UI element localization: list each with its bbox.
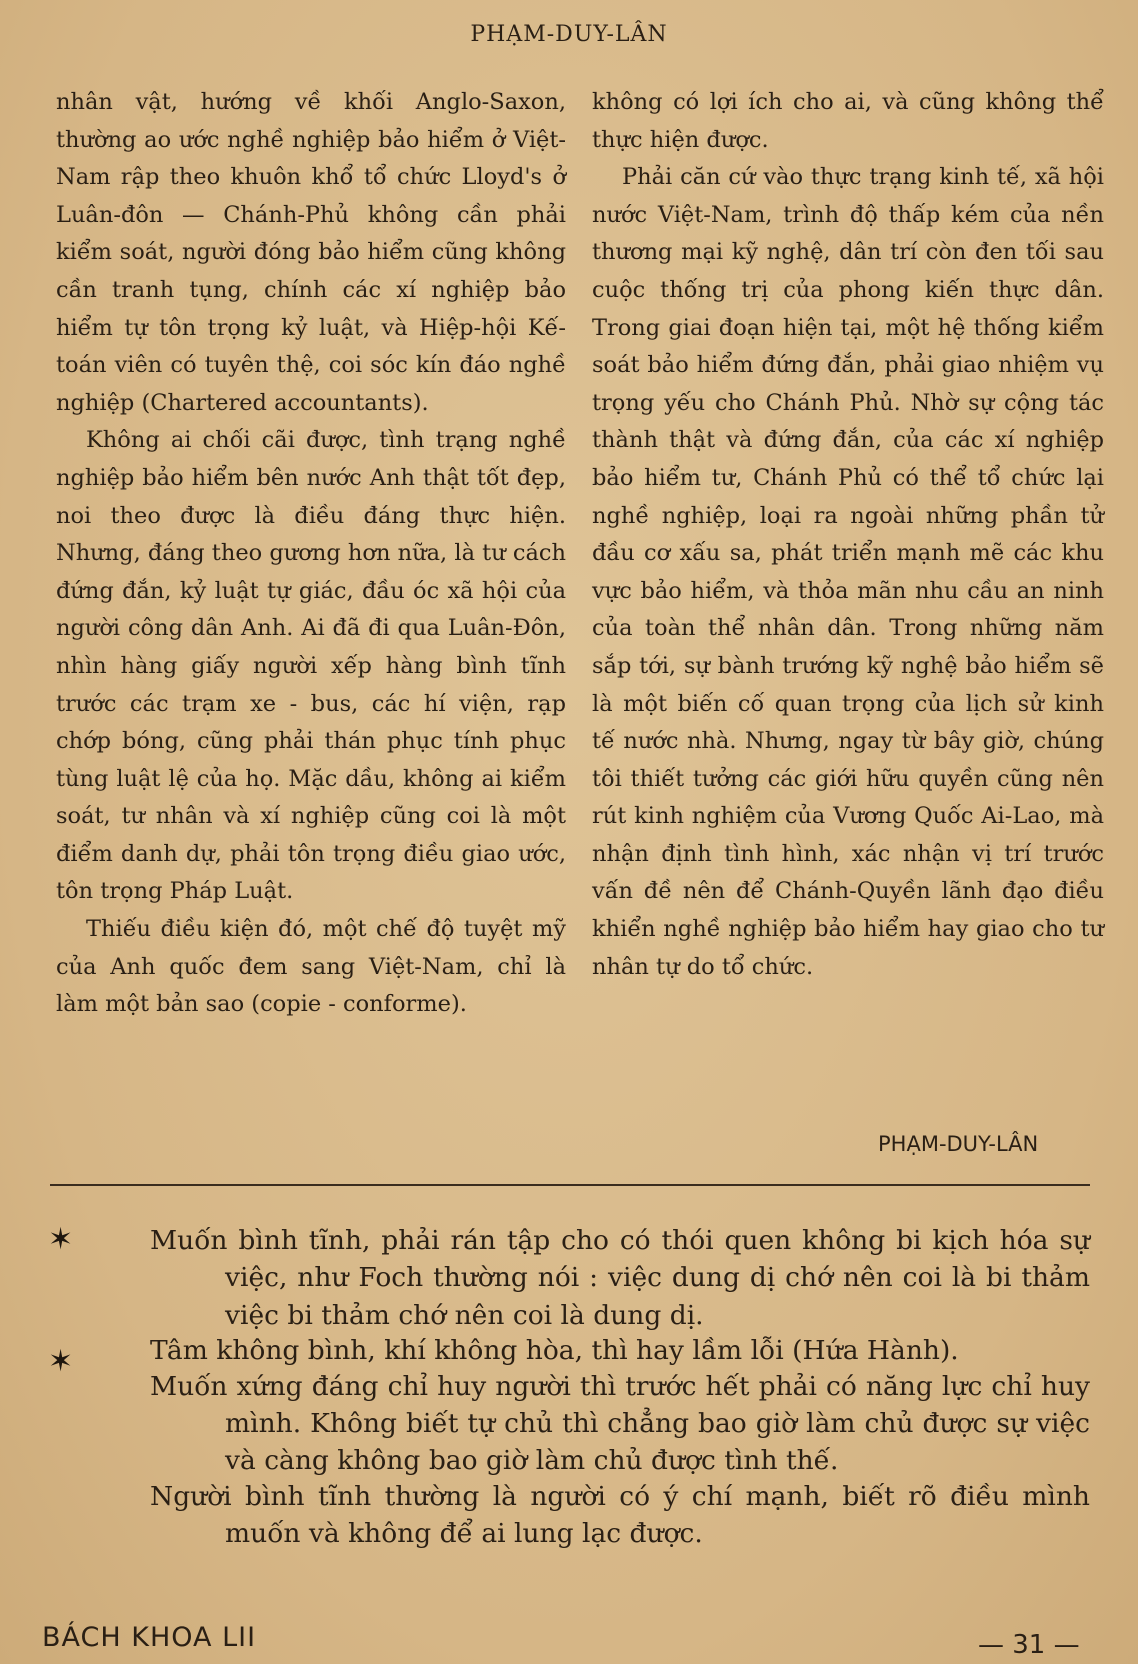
- paragraph: không có lợi ích cho ai, và cũng không thể thực hiện được.: [592, 89, 1104, 153]
- quotes-section: [150, 1222, 1090, 1551]
- paragraph: Thiếu điều kiện đó, một chế độ tuyệt mỹ của Anh quốc đem sang Việt-Nam, chỉ là làm một bản sao (copie - conforme).: [56, 916, 566, 1018]
- quote: Người bình tĩnh thường là người có ý chí mạnh, biết rõ điều mình muốn và không để ai lung lạc được.: [150, 1480, 1090, 1550]
- star-icon: ✶: [48, 1222, 74, 1257]
- paragraph: Phải căn cứ vào thực trạng kinh tế, xã hội nước Việt-Nam, trình độ thấp kém của nền thương mại kỹ nghệ, dân trí còn đen tối sau cuộc thống trị của phong kiến thực dân. Trong giai đoạn hiện tại, một hệ thống kiểm soát bảo hiểm đứng đắn, phải giao nhiệm vụ trọng yếu cho Chánh Phủ. Nhờ sự cộng tác thành thật và đứng đắn, của các xí nghiệp bảo hiểm tư, Chánh Phủ có thể tổ chức lại nghề nghiệp, loại ra ngoài những phần tử đầu cơ xấu sa, phát triển mạnh mẽ các khu vực bảo hiểm, và thỏa mãn nhu cầu an ninh của toàn thể nhân dân. Trong những năm sắp tới, sự bành trướng kỹ nghệ bảo hiểm sẽ là một biến cố quan trọng của lịch sử kinh tế nước nhà. Nhưng, ngay từ bây giờ, chúng tôi thiết tưởng các giới hữu quyền cũng nên rút kinh nghiệm của Vương Quốc Ai-Lao, mà nhận định tình hình, xác nhận vị trí trước vấn đề nên để Chánh-Quyền lãnh đạo điều khiển nghề nghiệp bảo hiểm hay giao cho tư nhân tự do tổ chức.: [592, 164, 1104, 980]
- quote: Muốn bình tĩnh, phải rán tập cho có thói quen không bi kịch hóa sự việc, như Foch thường nói : việc dung dị chớ nên coi là bi thảm việc bi thảm chớ nên coi là dung dị.: [150, 1225, 1090, 1331]
- divider: [50, 1184, 1090, 1186]
- quote: Tâm không bình, khí không hòa, thì hay lầm lỗi (Hứa Hành).: [150, 1335, 959, 1367]
- page-number: — 31 —: [978, 1630, 1080, 1660]
- right-column: [592, 84, 1104, 986]
- author-signature: PHẠM-DUY-LÂN: [878, 1132, 1039, 1156]
- star-icon: ✶: [48, 1344, 74, 1379]
- paragraph: nhân vật, hướng về khối Anglo-Saxon, thường ao ước nghề nghiệp bảo hiểm ở Việt-Nam rập theo khuôn khổ tổ chức Lloyd's ở Luân-đôn — Chánh-Phủ không cần phải kiểm soát, người đóng bảo hiểm cũng không cần tranh tụng, chính các xí nghiệp bảo hiểm tự tôn trọng kỷ luật, và Hiệp-hội Kế-toán viên có tuyên thệ, coi sóc kín đáo nghề nghiệp (Chartered accountants).: [56, 89, 566, 416]
- publication-name: BÁCH KHOA LII: [42, 1622, 257, 1653]
- page-header: PHẠM-DUY-LÂN: [470, 22, 668, 47]
- quote: Muốn xứng đáng chỉ huy người thì trước hết phải có năng lực chỉ huy mình. Không biết tự chủ thì chẳng bao giờ làm chủ được sự việc và càng không bao giờ làm chủ được tình thế.: [150, 1370, 1090, 1477]
- left-column: [56, 84, 566, 1024]
- paragraph: Không ai chối cãi được, tình trạng nghề nghiệp bảo hiểm bên nước Anh thật tốt đẹp, noi theo được là điều đáng thực hiện. Nhưng, đáng theo gương hơn nữa, là tư cách đứng đắn, kỷ luật tự giác, đầu óc xã hội của người công dân Anh. Ai đã đi qua Luân-Đôn, nhìn hàng giấy người xếp hàng bình tĩnh trước các trạm xe - bus, các hí viện, rạp chớp bóng, cũng phải thán phục tính phục tùng luật lệ của họ. Mặc dầu, không ai kiểm soát, tư nhân và xí nghiệp cũng coi là một điểm danh dự, phải tôn trọng điều giao ước, tôn trọng Pháp Luật.: [56, 427, 566, 905]
